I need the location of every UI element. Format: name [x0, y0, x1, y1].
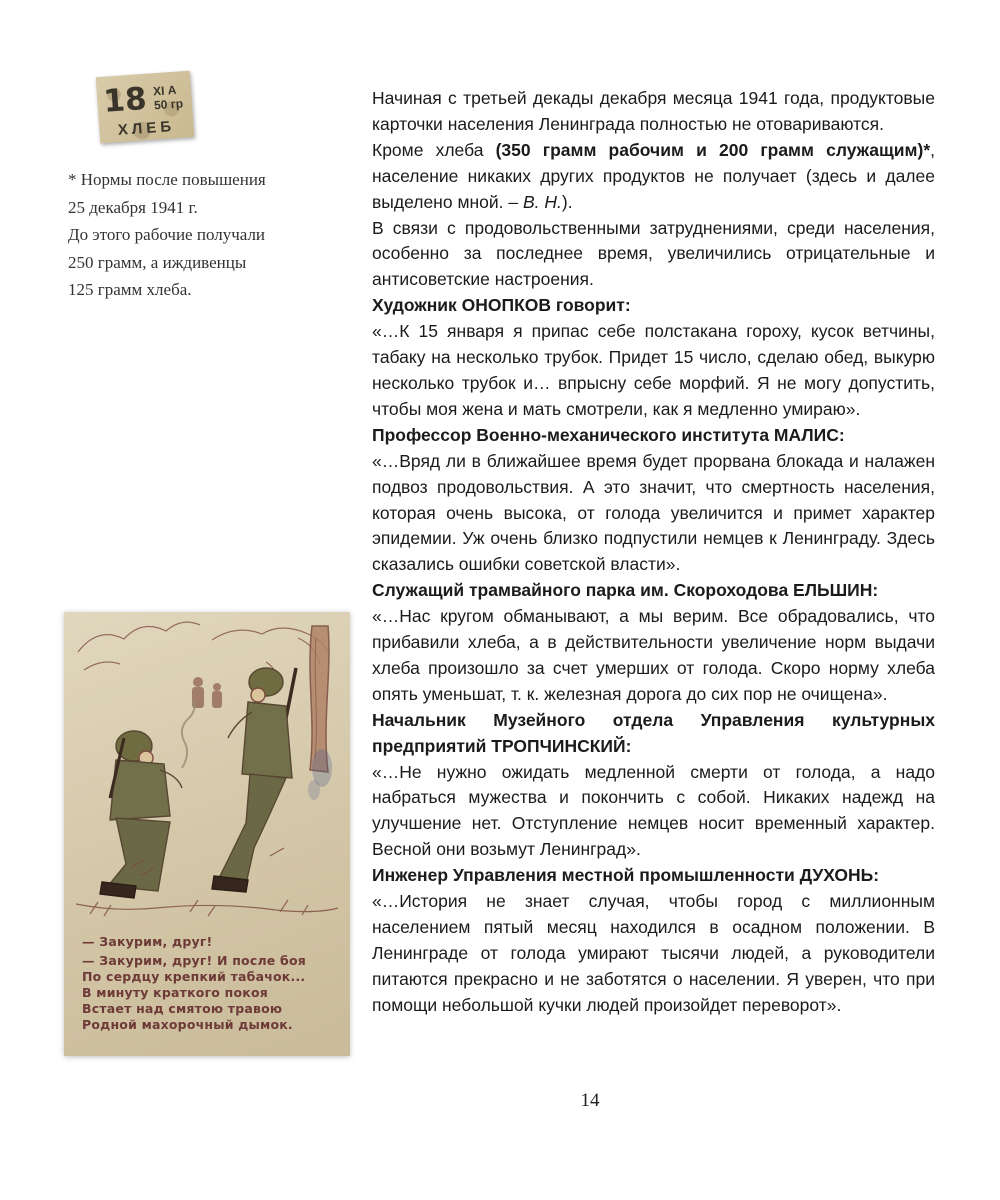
caption-line: В минуту краткого покоя — [82, 985, 268, 1000]
soldiers-illustration — [64, 612, 350, 1056]
speaker-heading: Инженер Управления местной промышленности ДУХОНЬ: — [372, 865, 880, 886]
text-segment: (350 грамм рабочим и 200 грамм служащим)* — [495, 139, 931, 160]
speaker-heading: Начальник Музейного отдела Управления культурных предприятий ТРОПЧИНСКИЙ: — [372, 709, 935, 756]
footnote-line: До этого рабочие получали — [68, 225, 266, 244]
soldiers-drawing — [70, 618, 344, 928]
footnote-line: 25 декабря 1941 г. — [68, 197, 198, 217]
illustration-caption — [82, 934, 306, 1033]
ration-card-stamp — [96, 71, 194, 143]
caption-line: По сердцу крепкий табачок... — [82, 969, 306, 984]
page-number: 14 — [580, 1090, 600, 1111]
caption-line: Родной махорочный дымок. — [82, 1017, 293, 1032]
body-paragraph: «…История не знает случая, чтобы город с миллионным населением пятый месяц находился в осадном положении. В Ленинграде от голода умирают тысячи людей, а руководители питаются прекрасно и не заботятся о населении. Я уверен, что при помощи небольшой кучки людей произойдет переворот». — [372, 891, 935, 1015]
caption-line: — Закурим, друг! — [82, 934, 213, 949]
caption-line: — Закурим, друг! И после боя — [82, 953, 306, 968]
body-paragraph: Начиная с третьей декады декабря месяца 1941 года, продуктовые карточки населения Ленинграда полностью не отовариваются. — [372, 88, 935, 134]
text-segment: , население никаких других продуктов не получает (здесь и далее выделено мной. — [372, 139, 936, 212]
ration-card-content — [96, 71, 194, 143]
ration-card-bread-label: ХЛЕБ — [117, 117, 176, 139]
body-paragraph: «…Не нужно ожидать медленной смерти от голода, а надо набраться мужества и покончить с собой. Никаких надежд на улучшение нет. Отступление немцев носит временный характер. Весной они возьмут Ленинград». — [372, 761, 935, 860]
speaker-heading: Профессор Военно-механического института МАЛИС: — [372, 424, 845, 445]
ration-card-grams: 50 гр — [153, 96, 184, 113]
caption-line: Встает над смятою травою — [82, 1001, 283, 1016]
text-segment: Кроме хлеба — [372, 139, 496, 160]
body-paragraph: «…Вряд ли в ближайшее время будет прорвана блокада и налажен подвоз продовольствия. А это значит, что смертность населения, которая очень высока, от голода увеличится и примет характер эпидемии. Уж очень близко подпустили немцев к Ленинграду. Здесь сказались ошибки советской власти». — [372, 450, 935, 575]
body-paragraph: «…К 15 января я припас себе полстакана гороху, кусок ветчины, табаку на несколько трубок. Придет 15 число, сделаю обед, выкурю несколько трубок и… впрысну себе морфий. Я не могу допустить, чтобы моя жена и мать смотрели, как я медленно умираю». — [372, 321, 935, 419]
footnote — [68, 166, 318, 304]
body-paragraph: В связи с продовольственными затруднениями, среди населения, особенно за последнее время, увеличились отрицательные и антисоветские настроения. — [372, 217, 935, 290]
speaker-heading: Служащий трамвайного парка им. Скороходова ЕЛЬШИН: — [372, 580, 879, 601]
speaker-heading: Художник ОНОПКОВ говорит: — [372, 295, 631, 316]
footnote-line: 250 грамм, а иждивенцы — [68, 252, 247, 272]
ration-card-number: 18 — [102, 80, 148, 120]
body-paragraph: «…Нас кругом обманывают, а мы верим. Все обрадовались, что прибавили хлеба, а в действительности увеличение норм выдачи хлеба произошло за счет умерших от голода. Скоро норму хлеба опять уменьшат, т. к. железная дорога до сих пор не очищена». — [372, 606, 935, 704]
ration-card-date: XI А — [152, 82, 177, 99]
main-text-column — [372, 86, 935, 1019]
footnote-line: * Нормы после повышения — [68, 170, 266, 189]
text-segment: ). — [561, 191, 573, 212]
footnote-line: 125 грамм хлеба. — [68, 280, 192, 299]
text-segment: – В. Н. — [508, 191, 562, 212]
body-paragraph — [372, 138, 935, 216]
